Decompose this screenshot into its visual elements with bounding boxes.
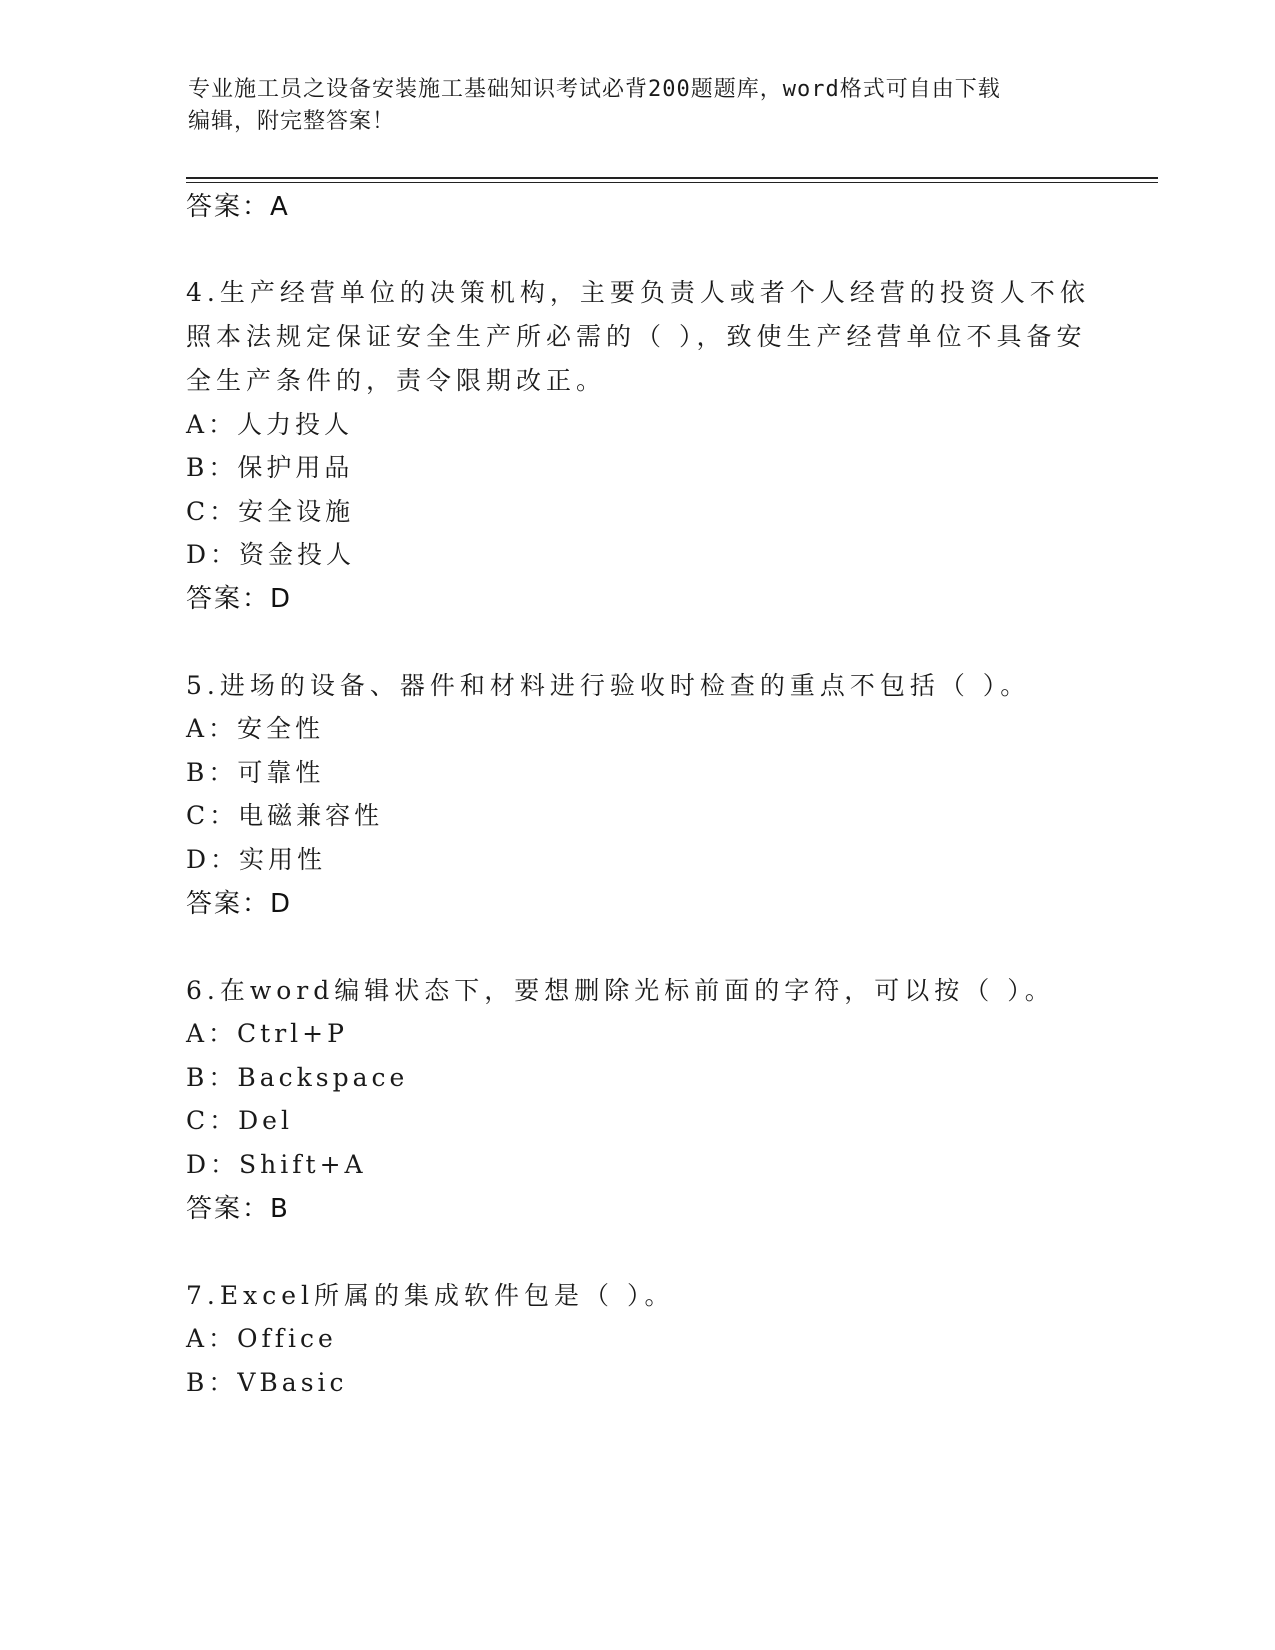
question-text: 4.生产经营单位的决策机构，主要负责人或者个人经营的投资人不依 (186, 278, 1090, 307)
question-text: 7.Excel所属的集成软件包是（ ）。 (186, 1281, 675, 1310)
option-c: C：Del (186, 1106, 293, 1135)
option-b: B：VBasic (186, 1368, 348, 1397)
answer-label: 答案：D (186, 889, 293, 919)
option-b: B：Backspace (186, 1063, 409, 1092)
document-header (188, 74, 1088, 138)
option-b: B：可靠性 (186, 758, 325, 787)
question-text: 5.进场的设备、器件和材料进行验收时检查的重点不包括（ ）。 (186, 671, 1031, 700)
answer-label: 答案：A (186, 192, 290, 222)
answer-label: 答案：B (186, 1194, 290, 1224)
answer-label: 答案：D (186, 584, 293, 614)
question-text: 照本法规定保证安全生产所必需的（ ），致使生产经营单位不具备安 (186, 322, 1087, 351)
option-a: A：安全性 (186, 714, 325, 743)
header-line-2: 编辑，附完整答案！ (188, 109, 396, 134)
option-a: A：人力投人 (186, 410, 354, 439)
option-b: B：保护用品 (186, 453, 354, 482)
option-d: D：资金投人 (186, 540, 356, 569)
question-text: 6.在word编辑状态下，要想删除光标前面的字符，可以按（ ）。 (186, 976, 1055, 1005)
header-line-1: 专业施工员之设备安装施工基础知识考试必背200题题库，word格式可自由下载 (188, 77, 1001, 102)
option-d: D：Shift+A (186, 1150, 367, 1179)
question-text: 全生产条件的，责令限期改正。 (186, 366, 607, 395)
option-a: A：Office (186, 1324, 337, 1353)
option-d: D：实用性 (186, 845, 327, 874)
option-c: C：电磁兼容性 (186, 801, 384, 830)
header-divider (186, 177, 1158, 183)
option-a: A：Ctrl+P (186, 1019, 348, 1048)
option-c: C：安全设施 (186, 497, 355, 526)
